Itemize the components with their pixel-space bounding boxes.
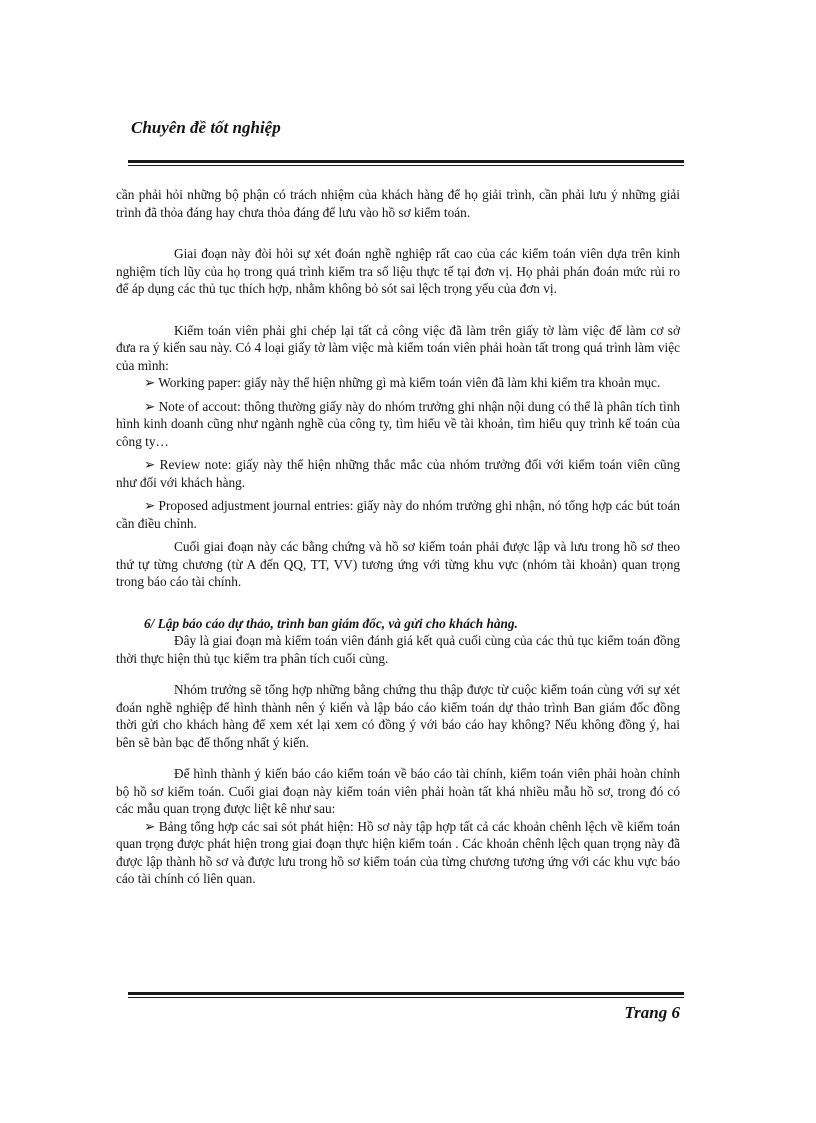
bullet-item: ➢ Review note: giấy này thể hiện những thắc mắc của nhóm trưởng đối với kiểm toán viên cũng như đối với khách hàng. [116, 457, 680, 490]
bullet-item: ➢ Note of accout: thông thường giấy này do nhóm trưởng ghi nhận nội dung có thể là phân tích tình hình kinh doanh cũng như ngành nghề của công ty, tìm hiểu về tài khoản, tìm hiểu quy trình kế toán của công ty… [116, 398, 680, 449]
bullet-item: ➢ Bảng tổng hợp các sai sót phát hiện: Hồ sơ này tập hợp tất cả các khoản chênh lệch về kiểm toán quan trọng được phát hiện trong giai đoạn thực hiện kiểm toán . Các khoản chênh lệch quan trọng này đã được lập thành hồ sơ và được lưu trong hồ sơ kiểm toán của từng chương tương ứng với các khu vực báo cáo tài chính có liên quan. [116, 818, 680, 886]
paragraph: Kiểm toán viên phải ghi chép lại tất cả công việc đã làm trên giấy tờ làm việc để làm cơ sở đưa ra ý kiến sau này. Có 4 loại giấy tờ làm việc mà kiểm toán viên phải hoàn tất trong quá trình làm việc của mình: [116, 322, 680, 373]
paragraph: Giai đoạn này đòi hỏi sự xét đoán nghề nghiệp rất cao của các kiểm toán viên dựa trên kinh nghiệm tích lũy của họ trong quá trình kiểm tra số liệu thực tế tại đơn vị. Họ phải phán đoán mức rủi ro để áp dụng các thủ tục thích hợp, nhằm không bỏ sót sai lệch trọng yếu của đơn vị. [116, 246, 680, 296]
header-rule [128, 160, 684, 163]
paragraph: Để hình thành ý kiến báo cáo kiểm toán về báo cáo tài chính, kiểm toán viên phải hoàn chỉnh bộ hồ sơ kiểm toán. Cuối giai đoạn này kiểm toán viên phải hoàn tất khá nhiều mẫu hồ sơ, trong đó có các mẫu quan trọng được liệt kê như sau: [116, 766, 680, 816]
section-heading: 6/ Lập báo cáo dự thảo, trình ban giám đốc, và gửi cho khách hàng. [144, 615, 518, 631]
paragraph: Nhóm trưởng sẽ tổng hợp những bằng chứng thu thập được từ cuộc kiểm toán cùng với sự xét đoán nghề nghiệp để hình thành nên ý kiến và lập báo cáo kiểm toán dự thảo trình Ban giám đốc đồng thời gửi cho khách hàng để xem xét lại xem có đồng ý với báo cáo hay không? Nếu không đồng ý, hai bên sẽ bàn bạc để thống nhất ý kiến. [116, 682, 680, 750]
paragraph: Đây là giai đoạn mà kiểm toán viên đánh giá kết quả cuối cùng của các thủ tục kiểm toán đồng thời thực hiện thủ tục kiểm tra phân tích cuối cùng. [116, 633, 680, 666]
paragraph: cần phải hỏi những bộ phận có trách nhiệm của khách hàng để họ giải trình, cần phải lưu ý những giải trình đã thỏa đáng hay chưa thỏa đáng để lưu vào hồ sơ kiểm toán. [116, 187, 680, 220]
document-title: Chuyên đề tốt nghiệp [131, 118, 281, 137]
bullet-item: ➢ Proposed adjustment journal entries: giấy này do nhóm trưởng ghi nhận, nó tổng hợp các bút toán cần điều chỉnh. [116, 498, 680, 531]
page-number: Trang 6 [624, 1003, 680, 1022]
paragraph: Cuối giai đoạn này các bằng chứng và hồ sơ kiểm toán phải được lập và lưu trong hồ sơ theo thứ tự từng chương (từ A đến QQ, TT, VV) tương ứng với từng khu vực (nhóm tài khoản) quan trọng trong báo cáo tài chính. [116, 539, 680, 589]
bullet-item: ➢ Working paper: giấy này thể hiện những gì mà kiểm toán viên đã làm khi kiểm tra khoản mục. [144, 375, 661, 390]
footer-rule [128, 992, 684, 995]
page-body [116, 186, 680, 888]
